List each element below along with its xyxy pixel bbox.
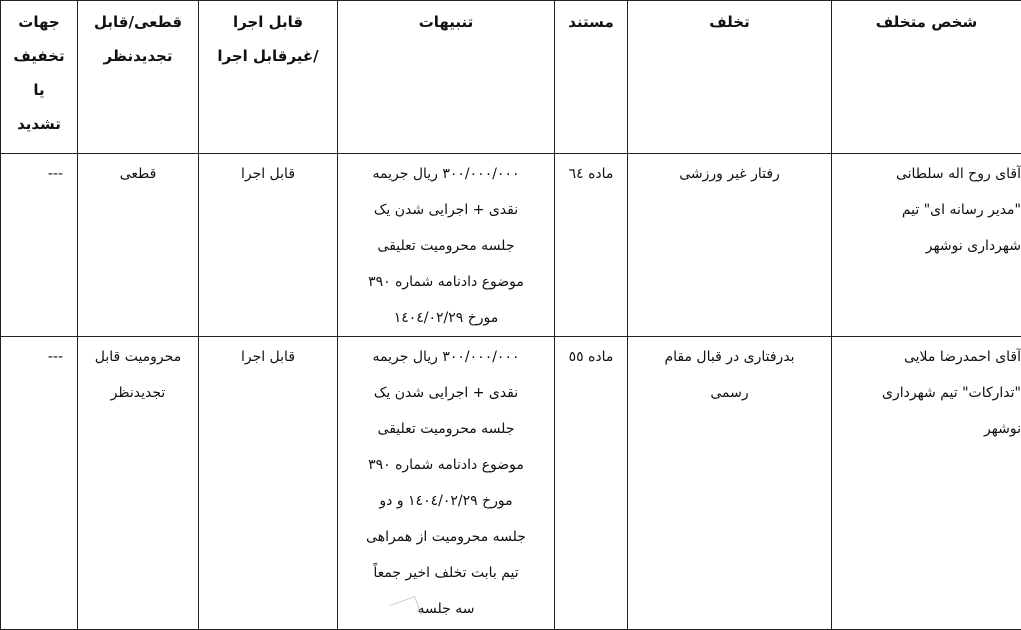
header-finality [78,1,199,154]
finality-text: محرومیت قابل تجدیدنظر [78,339,198,411]
reference-text: ماده ٦٤ [555,156,627,192]
enforceability-text: قابل اجرا [199,156,337,192]
cell-finality [78,154,199,337]
header-enforceability-label: قابل اجرا /غیرقابل اجرا [199,5,337,73]
enforceability-text: قابل اجرا [199,339,337,375]
header-mitigation [1,1,78,154]
violator-text: آقای احمدرضا ملایی "تدارکات" تیم شهرداری نوشهر [832,339,1021,447]
header-violator-label: شخص متخلف [832,5,1021,39]
violation-text: بدرفتاری در قبال مقام رسمی [628,339,831,411]
violation-text: رفتار غیر ورزشی [628,156,831,192]
cell-reference [555,154,628,337]
header-mitigation-label: جهات تخفیف یا تشدید [1,5,77,141]
cell-violator [832,337,1021,630]
violator-text: آقای روح اله سلطانی "مدیر رسانه ای" تیم شهرداری نوشهر [832,156,1021,264]
header-violation [628,1,832,154]
header-reference [555,1,628,154]
cell-mitigation [1,337,78,630]
mitigation-text: --- [1,339,77,375]
cell-finality [78,337,199,630]
header-penalties [338,1,555,154]
header-enforceability [199,1,338,154]
table-header-row [1,1,1021,154]
mitigation-text: --- [1,156,77,192]
header-violation-label: تخلف [628,5,831,39]
header-violator [832,1,1021,154]
header-finality-label: قطعی/قابل تجدیدنظر [78,5,198,73]
cell-reference [555,337,628,630]
reference-text: ماده ٥٥ [555,339,627,375]
header-penalties-label: تنبیهات [338,5,554,39]
penalties-text: ۳۰۰/۰۰۰/۰۰۰ ریال جریمه نقدی + اجرایی شدن یک جلسه محرومیت تعلیقی موضوع دادنامه شماره ۳۹۰ مورخ ١٤٠٤/٠٢/٢٩ [338,156,554,336]
cell-enforceability [199,337,338,630]
cell-violation [628,154,832,337]
cell-penalties [338,154,555,337]
cell-violator [832,154,1021,337]
header-reference-label: مستند [555,5,627,39]
cell-enforceability [199,154,338,337]
table-row [1,337,1021,630]
table-row [1,154,1021,337]
cell-violation [628,337,832,630]
finality-text: قطعی [78,156,198,192]
penalties-text: ۳۰۰/۰۰۰/۰۰۰ ریال جریمه نقدی + اجرایی شدن یک جلسه محرومیت تعلیقی موضوع دادنامه شماره ۳۹۰ مورخ ١٤٠٤/٠٢/٢٩ و دو جلسه محرومیت از همراهی تیم بابت تخلف اخیر جمعاً سه جلسه [338,339,554,627]
cell-mitigation [1,154,78,337]
cell-penalties [338,337,555,630]
